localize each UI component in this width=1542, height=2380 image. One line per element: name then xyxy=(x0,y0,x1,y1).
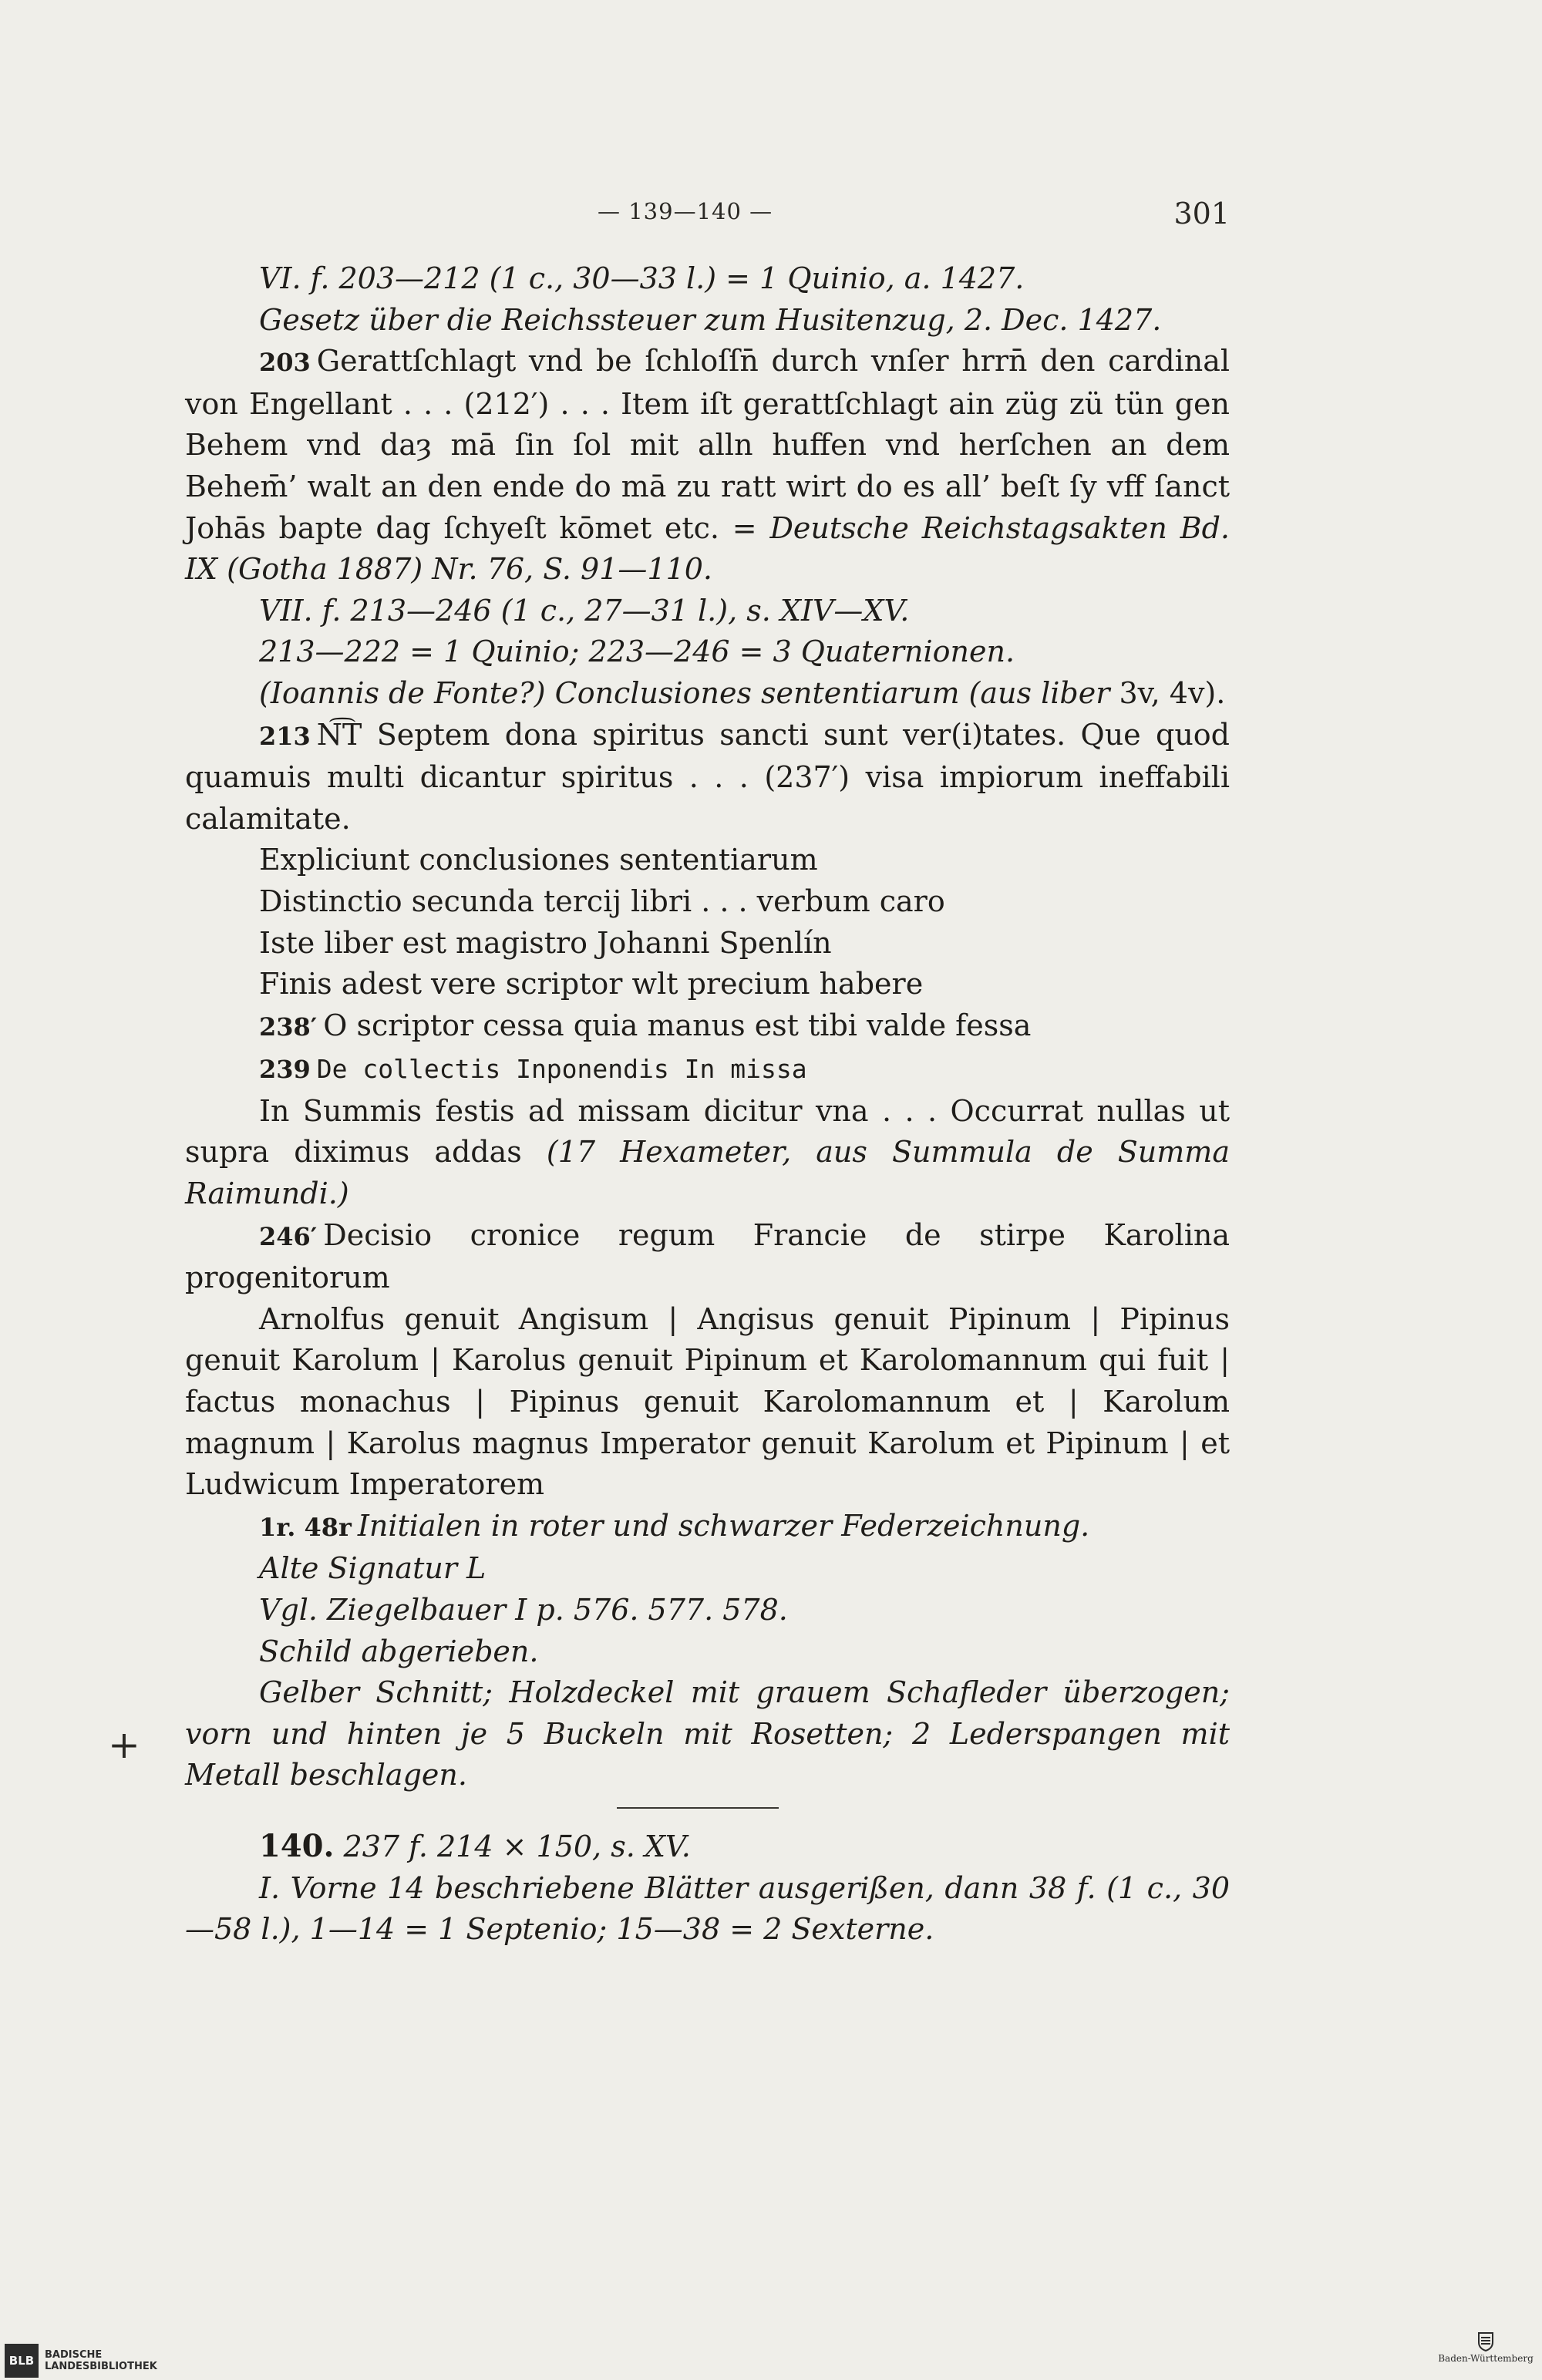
folio-number: 203 xyxy=(259,348,311,378)
entry-239 xyxy=(185,1048,1230,1091)
entry-239-text: De collectis Inponendis In missa xyxy=(316,1054,807,1085)
section-vii-title-text: (Ioannis de Fonte?) Conclusiones sententiarum (aus liber xyxy=(259,675,1110,710)
section-divider xyxy=(617,1807,779,1809)
main-text xyxy=(185,258,1230,1951)
genealogy-paragraph: Arnolfus genuit Angisum | Angisus genuit Pipinum | Pipinus genuit Karolum | Karolus genuit Pipinum et Karolomannum qui fuit | factus monachus | Pipinus genuit Karolomannum et | Karolum magnum | Karolus magnus Imperator genuit Karolum et Pipinum | et Ludwicum Imperatorem xyxy=(185,1301,1230,1502)
section-vi-title: Gesetz über die Reichssteuer zum Husitenzug, 2. Dec. 1427. xyxy=(259,302,1162,337)
explicit-line: Expliciunt conclusiones sententiarum xyxy=(259,843,818,877)
margin-plus-mark: + xyxy=(108,1722,140,1767)
folio-number: 239 xyxy=(259,1055,311,1085)
folio-number: 213 xyxy=(259,721,311,751)
section-vii-heading: VII. f. 213—246 (1 c., 27—31 l.), s. XIV—XV. xyxy=(259,593,910,628)
binding-description: Gelber Schnitt; Holzdeckel mit grauem Schafleder überzogen; vorn und hinten je 5 Buckeln mit Rosetten; 2 Lederspangen mit Metall beschlagen. xyxy=(185,1675,1230,1793)
entry-213 xyxy=(185,715,1230,840)
entry-246 xyxy=(185,1215,1230,1299)
initials-line xyxy=(185,1506,1230,1549)
page-number: 301 xyxy=(1173,197,1230,231)
entry-140-heading xyxy=(185,1826,1230,1868)
entry-140-head: 237 f. 214 × 150, s. XV. xyxy=(343,1829,691,1863)
state-logo xyxy=(1436,2331,1536,2374)
blb-logo-icon: BLB xyxy=(5,2344,39,2378)
entry-140-body: I. Vorne 14 beschriebene Blätter ausgerißen, dann 38 f. (1 c., 30—58 l.), 1—14 = 1 Septenio; 15—38 = 2 Sexterne. xyxy=(185,1870,1230,1947)
folio-number: 246′ xyxy=(259,1221,318,1251)
entry-203 xyxy=(185,341,1230,591)
folio-number: 238′ xyxy=(259,1012,318,1042)
summis-reference: (17 Hexameter, aus Summula de Summa Raimundi.) xyxy=(185,1135,1230,1211)
section-vi-heading: VI. f. 203—212 (1 c., 30—33 l.) = 1 Quinio, a. 1427. xyxy=(259,261,1025,295)
library-name-line2: LANDESBIBLIOTHEK xyxy=(45,2361,157,2372)
running-title: — 139—140 — xyxy=(598,198,773,224)
entry-203-reference: Deutsche Reichstagsakten Bd. IX (Gotha 1887) Nr. 76, S. 91—110. xyxy=(185,510,1230,587)
section-vii-title xyxy=(185,673,1230,715)
entry-238-text: O scriptor cessa quia manus est tibi valde fessa xyxy=(323,1008,1032,1042)
entry-203-text: Gerattſchlagt vnd be ſchloſſn̄ durch vnſer hrrn̄ den cardinal von Engellant . . . (212′) . . . Item iſt gerattſchlagt ain züg zü tün gen Behem vnd daȝ mā ſin ſol mit alln huffen vnd herſchen an dem Behem̄’ walt an den ende do mā zu ratt wirt do es all’ beſt ſy vff ſanct Johās bapte dag ſchyeſt kōmet etc. = xyxy=(185,344,1230,545)
entry-238 xyxy=(185,1005,1230,1049)
entry-246-text: Decisio cronice regum Francie de stirpe Karolina progenitorum xyxy=(185,1217,1230,1295)
initials-text: Initialen in roter und schwarzer Federzeichnung. xyxy=(357,1508,1090,1543)
running-header xyxy=(185,197,1230,243)
summis-paragraph xyxy=(185,1091,1230,1215)
finis-line: Finis adest vere scriptor wlt precium habere xyxy=(259,967,924,1001)
shield-line: Schild abgerieben. xyxy=(259,1634,539,1668)
library-name xyxy=(45,2349,157,2372)
section-vii-title-folios: 3v, 4v). xyxy=(1119,675,1226,710)
entry-140-number: 140. xyxy=(259,1827,335,1864)
coat-of-arms-icon xyxy=(1477,2331,1494,2351)
entry-213-text: N͡T Septem dona spiritus sancti sunt ver(i)tates. Que quod quamuis multi dicantur spiritus . . . (237′) visa impiorum ineffabili calamitate. xyxy=(185,717,1230,836)
distinctio-line: Distinctio secunda tercij libri . . . verbum caro xyxy=(259,884,945,918)
folio-number: 1r. 48r xyxy=(259,1512,352,1542)
section-vii-collation: 213—222 = 1 Quinio; 223—246 = 3 Quaternionen. xyxy=(259,635,1015,669)
library-logo xyxy=(0,2341,308,2380)
ownership-line: Iste liber est magistro Johanni Spenlín xyxy=(259,925,832,960)
comparison-line: Vgl. Ziegelbauer I p. 576. 577. 578. xyxy=(259,1593,788,1627)
summis-text: In Summis festis ad missam dicitur vna . . . Occurrat nullas ut supra diximus addas xyxy=(185,1093,1230,1170)
state-name: Baden-Württemberg xyxy=(1438,2353,1534,2364)
old-signature-line: Alte Signatur L xyxy=(259,1551,487,1586)
library-name-line1: BADISCHE xyxy=(45,2349,103,2361)
